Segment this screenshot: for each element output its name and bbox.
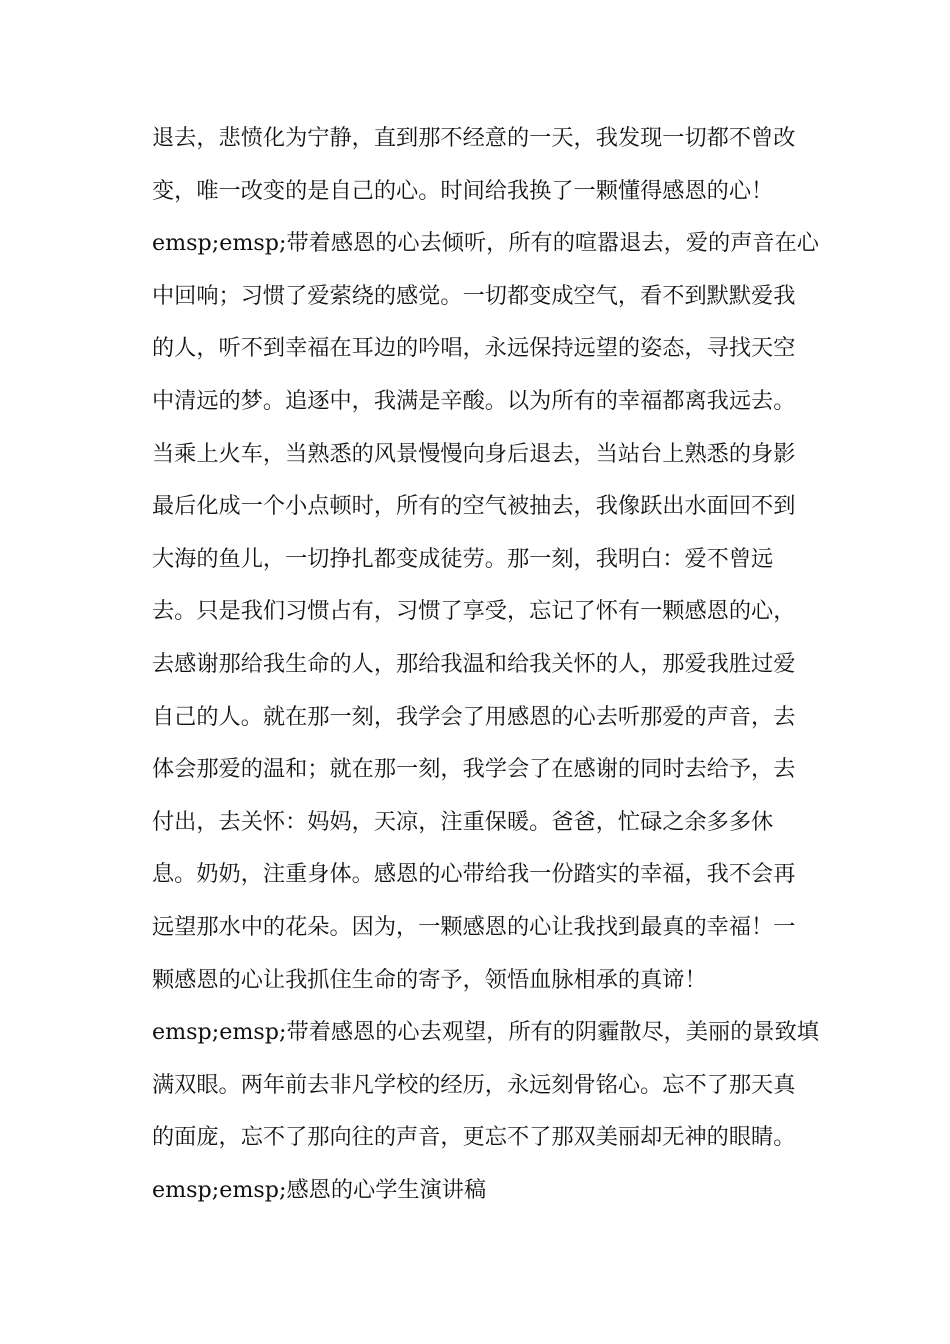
text-line: 的面庞，忘不了那向往的声音，更忘不了那双美丽却无神的眼睛。 [152, 1124, 796, 1151]
text-line: 去感谢那给我生命的人，那给我温和给我关怀的人，那爱我胜过爱 [152, 650, 796, 677]
text-line: 中清远的梦。追逐中，我满是辛酸。以为所有的幸福都离我远去。 [152, 387, 796, 414]
text-line: 颗感恩的心让我抓住生命的寄予，领悟血脉相承的真谛！ [152, 966, 707, 993]
text-line: emsp;emsp;带着感恩的心去观望，所有的阴霾散尽，美丽的景致填 [152, 1019, 819, 1046]
text-line: 的人，听不到幸福在耳边的吟唱，永远保持远望的姿态，寻找天空 [152, 335, 796, 362]
text-line: 大海的鱼儿，一切挣扎都变成徒劳。那一刻，我明白：爱不曾远 [152, 545, 774, 572]
text-line: 体会那爱的温和；就在那一刻，我学会了在感谢的同时去给予，去 [152, 756, 796, 783]
text-line: 息。奶奶，注重身体。感恩的心带给我一份踏实的幸福，我不会再 [152, 861, 796, 888]
text-line: 最后化成一个小点顿时，所有的空气被抽去，我像跃出水面回不到 [152, 493, 796, 520]
text-line: 远望那水中的花朵。因为，一颗感恩的心让我找到最真的幸福！一 [152, 913, 796, 940]
text-line: emsp;emsp;带着感恩的心去倾听，所有的喧嚣退去，爱的声音在心 [152, 230, 819, 257]
text-line: 退去，悲愤化为宁静，直到那不经意的一天，我发现一切都不曾改 [152, 125, 796, 151]
body-text [152, 118, 819, 1222]
text-line: 满双眼。两年前去非凡学校的经历，永远刻骨铭心。忘不了那天真 [152, 1071, 796, 1098]
text-line: emsp;emsp;感恩的心学生演讲稿 [152, 1176, 487, 1203]
text-line: 自己的人。就在那一刻，我学会了用感恩的心去听那爱的声音，去 [152, 703, 796, 730]
text-line: 去。只是我们习惯占有，习惯了享受，忘记了怀有一颗感恩的心， [152, 598, 796, 625]
text-line: 变，唯一改变的是自己的心。时间给我换了一颗懂得感恩的心！ [152, 177, 774, 204]
text-line: 当乘上火车，当熟悉的风景慢慢向身后退去，当站台上熟悉的身影 [152, 440, 796, 467]
text-line: 中回响；习惯了爱萦绕的感觉。一切都变成空气，看不到默默爱我 [152, 282, 796, 309]
text-line: 付出，去关怀：妈妈，天凉，注重保暖。爸爸，忙碌之余多多休 [152, 808, 774, 835]
